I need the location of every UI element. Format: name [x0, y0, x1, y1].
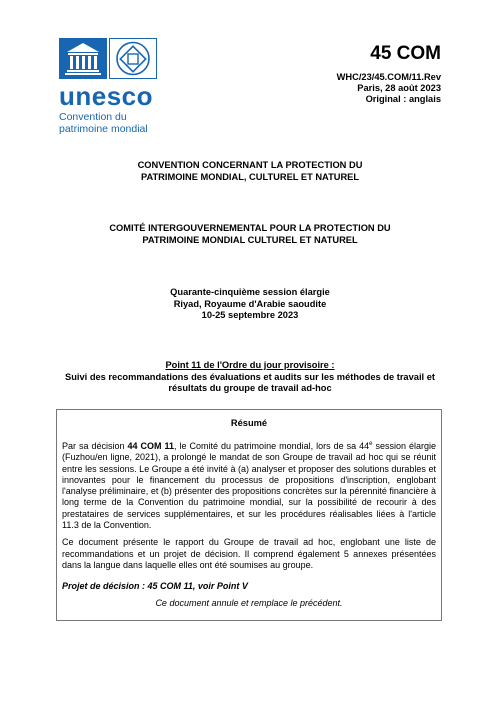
- document-code: 45 COM: [370, 43, 441, 64]
- original-language: Original : anglais: [365, 94, 441, 104]
- summary-text: session élargie (Fuzhou/en ligne, 2021), a prolongé le mandat de son Groupe de travail ad hoc qui se réunit entre les sessions. Le Groupe a été invité à (a) analyser et proposer des solutions durables et innovantes pour le financement du processus de propositions d'inscription, englobant l'analyse préliminaire, et (b) présenter des propositions concrètes sur la pérennité financière à long terme de la Convention du patrimoine mondial, sur la possibilité de recourir à des prestataires de services supplémentaires, et sur les procédures réalisables liées à l'article 11.3 de la Convention.: [62, 441, 436, 531]
- unesco-wordmark: unesco: [59, 81, 154, 111]
- unesco-logo: [59, 38, 175, 135]
- convention-label-line2: patrimoine mondial: [59, 122, 148, 135]
- agenda-item: [60, 360, 440, 395]
- draft-decision: Projet de décision : 45 COM 11, voir Point V: [62, 581, 248, 592]
- replacement-note: Ce document annule et remplace le précédent.: [155, 598, 343, 609]
- unesco-temple-icon: [59, 38, 107, 79]
- summary-text: , le Comité du patrimoine mondial, lors de sa 44: [174, 441, 370, 451]
- world-heritage-emblem-icon: [109, 38, 157, 79]
- agenda-title-line1: Suivi des recommandations des évaluations et audits sur les méthodes de travail et: [65, 371, 435, 382]
- summary-paragraph-2: Ce document présente le rapport du Groupe de travail ad hoc, englobant une liste de recommandations et un projet de décision. Il comprend également 5 annexes présentées dans la langue dans laquelle elles ont été soumises au groupe.: [62, 537, 436, 570]
- summary-box: [56, 409, 442, 621]
- session-dates: 10-25 septembre 2023: [201, 310, 299, 320]
- agenda-title-line2: résultats du groupe de travail ad-hoc: [168, 383, 332, 393]
- reference-number: WHC/23/45.COM/11.Rev: [336, 72, 441, 82]
- convention-label-line1: Convention du: [59, 111, 127, 123]
- document-reference: [337, 44, 441, 105]
- document-date: Paris, 28 août 2023: [357, 83, 441, 93]
- logo-icons: [59, 38, 175, 79]
- convention-title-line2: PATRIMOINE MONDIAL, CULTUREL ET NATUREL: [140, 171, 360, 182]
- committee-title-line2: PATRIMOINE MONDIAL CULTUREL ET NATUREL: [142, 234, 358, 245]
- convention-label: [59, 112, 175, 135]
- session-info: [60, 287, 440, 322]
- summary-text: Par sa décision: [62, 441, 128, 451]
- session-location: Riyad, Royaume d'Arabie saoudite: [173, 298, 327, 309]
- summary-title: Résumé: [230, 418, 268, 428]
- committee-title-line1: COMITÉ INTERGOUVERNEMENTAL POUR LA PROTECTION DU: [109, 223, 391, 233]
- convention-title-line1: CONVENTION CONCERNANT LA PROTECTION DU: [137, 160, 363, 170]
- agenda-heading: Point 11 de l'Ordre du jour provisoire :: [165, 360, 335, 370]
- session-name: Quarante-cinquième session élargie: [170, 287, 330, 297]
- summary-paragraph-1: [62, 439, 436, 531]
- ordinal-superscript: e: [369, 441, 373, 447]
- committee-title: [60, 223, 440, 246]
- convention-title: [60, 160, 440, 183]
- decision-reference: 44 COM 11: [127, 441, 175, 451]
